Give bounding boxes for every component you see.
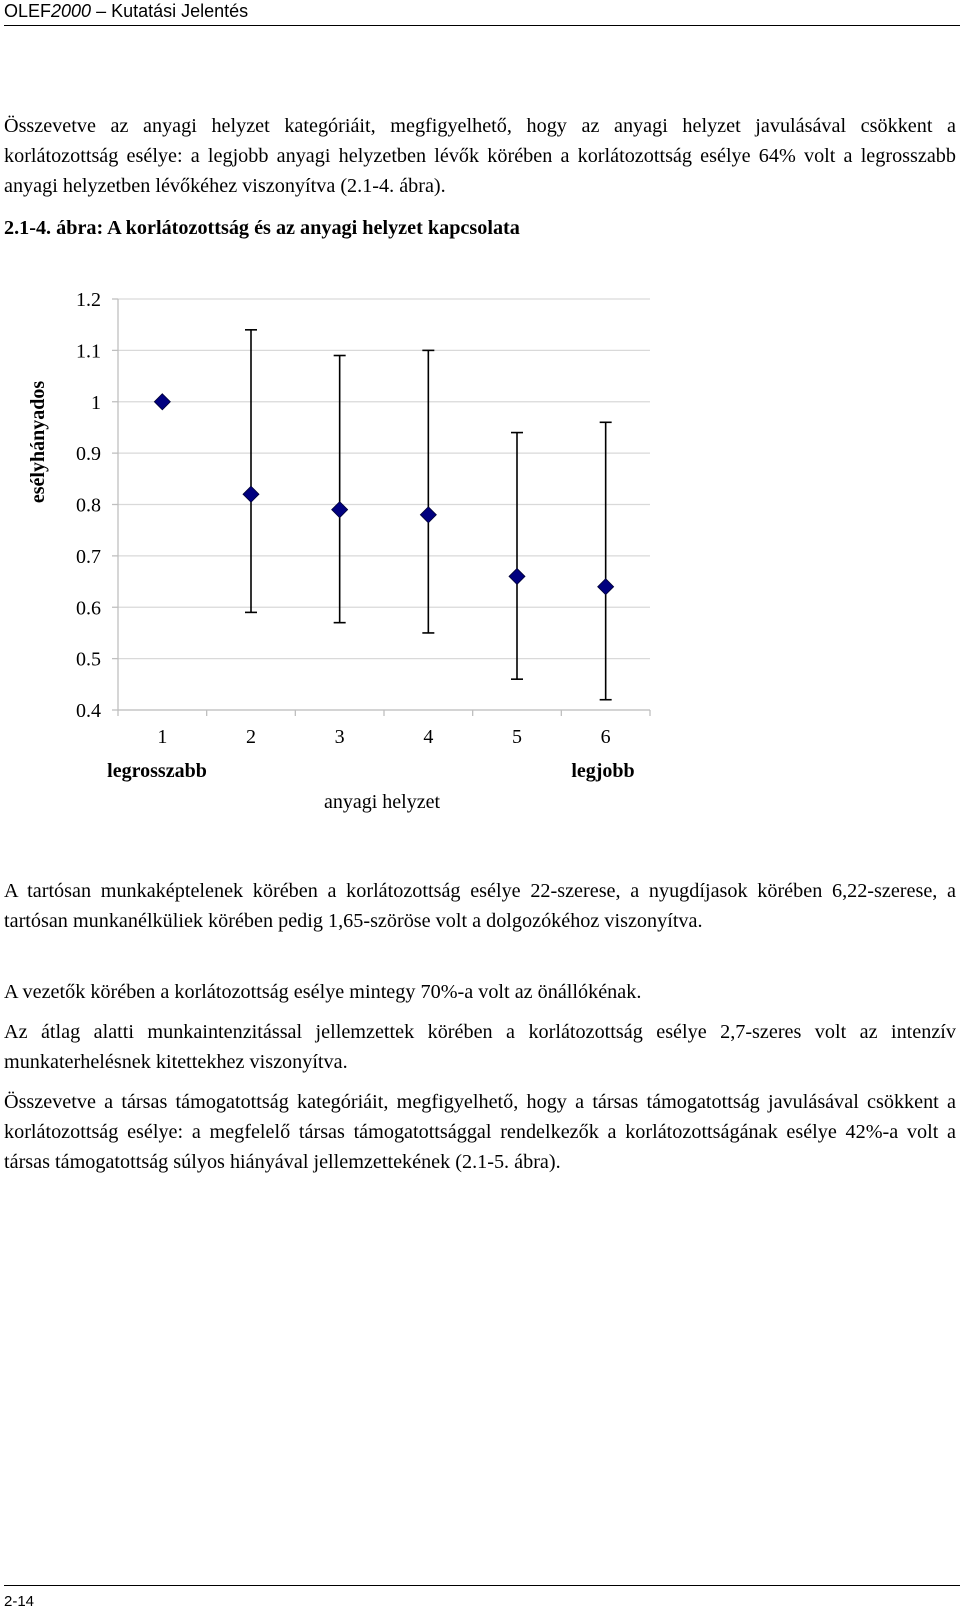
y-tick-label: 0.5: [76, 648, 101, 671]
y-tick-labels: [76, 289, 101, 722]
data-point-marker: [154, 394, 170, 410]
x-tick-label: 1: [157, 726, 168, 748]
x-tick-label: 5: [512, 726, 522, 748]
header-title-suffix: – Kutatási Jelentés: [91, 1, 249, 21]
figure-caption: 2.1-4. ábra: A korlátozottság és az anyagi helyzet kapcsolata: [4, 217, 520, 239]
header-rule: [4, 25, 960, 26]
y-tick-label: 0.7: [76, 545, 101, 568]
page-number: 2-14: [4, 1593, 35, 1610]
data-points: [154, 394, 613, 595]
header-title-prefix: OLEF: [4, 1, 52, 21]
paragraph-3: Az átlag alatti munkaintenzitással jellemzettek körében a korlátozottság esélye 2,7-szeres volt az intenzív munkaterhelésnek kitettekhez viszonyítva.: [4, 1021, 956, 1073]
odds-ratio-chart: [0, 270, 700, 830]
paragraph-1: A tartósan munkaképtelenek körében a korlátozottság esélye 22-szerese, a nyugdíjasok körében 6,22-szerese, a tartósan munkanélküliek körében pedig 1,65-szöröse volt a dolgozókéhoz viszonyítva.: [4, 880, 956, 932]
x-axis-label: anyagi helyzet: [323, 791, 441, 813]
y-axis-label: esélyhányados: [27, 380, 49, 504]
chart-grid: [112, 299, 650, 716]
y-tick-label: 0.9: [76, 443, 101, 466]
paragraph-2: A vezetők körében a korlátozottság esélye mintegy 70%-a volt az önállókénak.: [4, 981, 642, 1003]
y-tick-label: 0.4: [76, 700, 101, 722]
x-tick-label: 2: [246, 726, 256, 748]
footer-rule: [4, 1585, 960, 1586]
y-tick-label: 1.1: [76, 340, 101, 363]
running-header: [4, 1, 248, 22]
y-tick-label: 0.6: [76, 597, 101, 620]
x-tick-label: 3: [334, 726, 345, 748]
header-title-year: 2000: [51, 1, 92, 21]
x-tick-label: 6: [600, 726, 611, 748]
x-end-label-right: legjobb: [571, 760, 635, 782]
y-tick-label: 1.2: [76, 289, 101, 311]
data-point-marker: [598, 579, 614, 595]
data-point-marker: [509, 568, 525, 584]
data-point-marker: [420, 507, 436, 523]
y-tick-label: 1: [91, 391, 101, 414]
x-tick-label: 4: [423, 726, 434, 748]
intro-paragraph: Összevetve az anyagi helyzet kategóriáit, megfigyelhető, hogy az anyagi helyzet javulásával csökkent a korlátozottság esélye: a legjobb anyagi helyzetben lévők körében a korlátozottság esélye 64% volt a legrosszabb anyagi helyzetben lévőkéhez viszonyítva (2.1-4. ábra).: [4, 115, 956, 197]
y-tick-label: 0.8: [76, 494, 101, 517]
data-point-marker: [243, 486, 259, 502]
paragraph-4: Összevetve a társas támogatottság kategóriáit, megfigyelhető, hogy a társas támogatottság javulásával csökkent a korlátozottság esélye: a megfelelő társas támogatottsággal rendelkezők a korlátozottságának esélye 42%-a volt a társas támogatottság súlyos hiányával jellemzettekének (2.1-5. ábra).: [4, 1091, 956, 1173]
x-end-label-left: legrosszabb: [107, 760, 207, 782]
x-tick-labels: [157, 726, 610, 748]
